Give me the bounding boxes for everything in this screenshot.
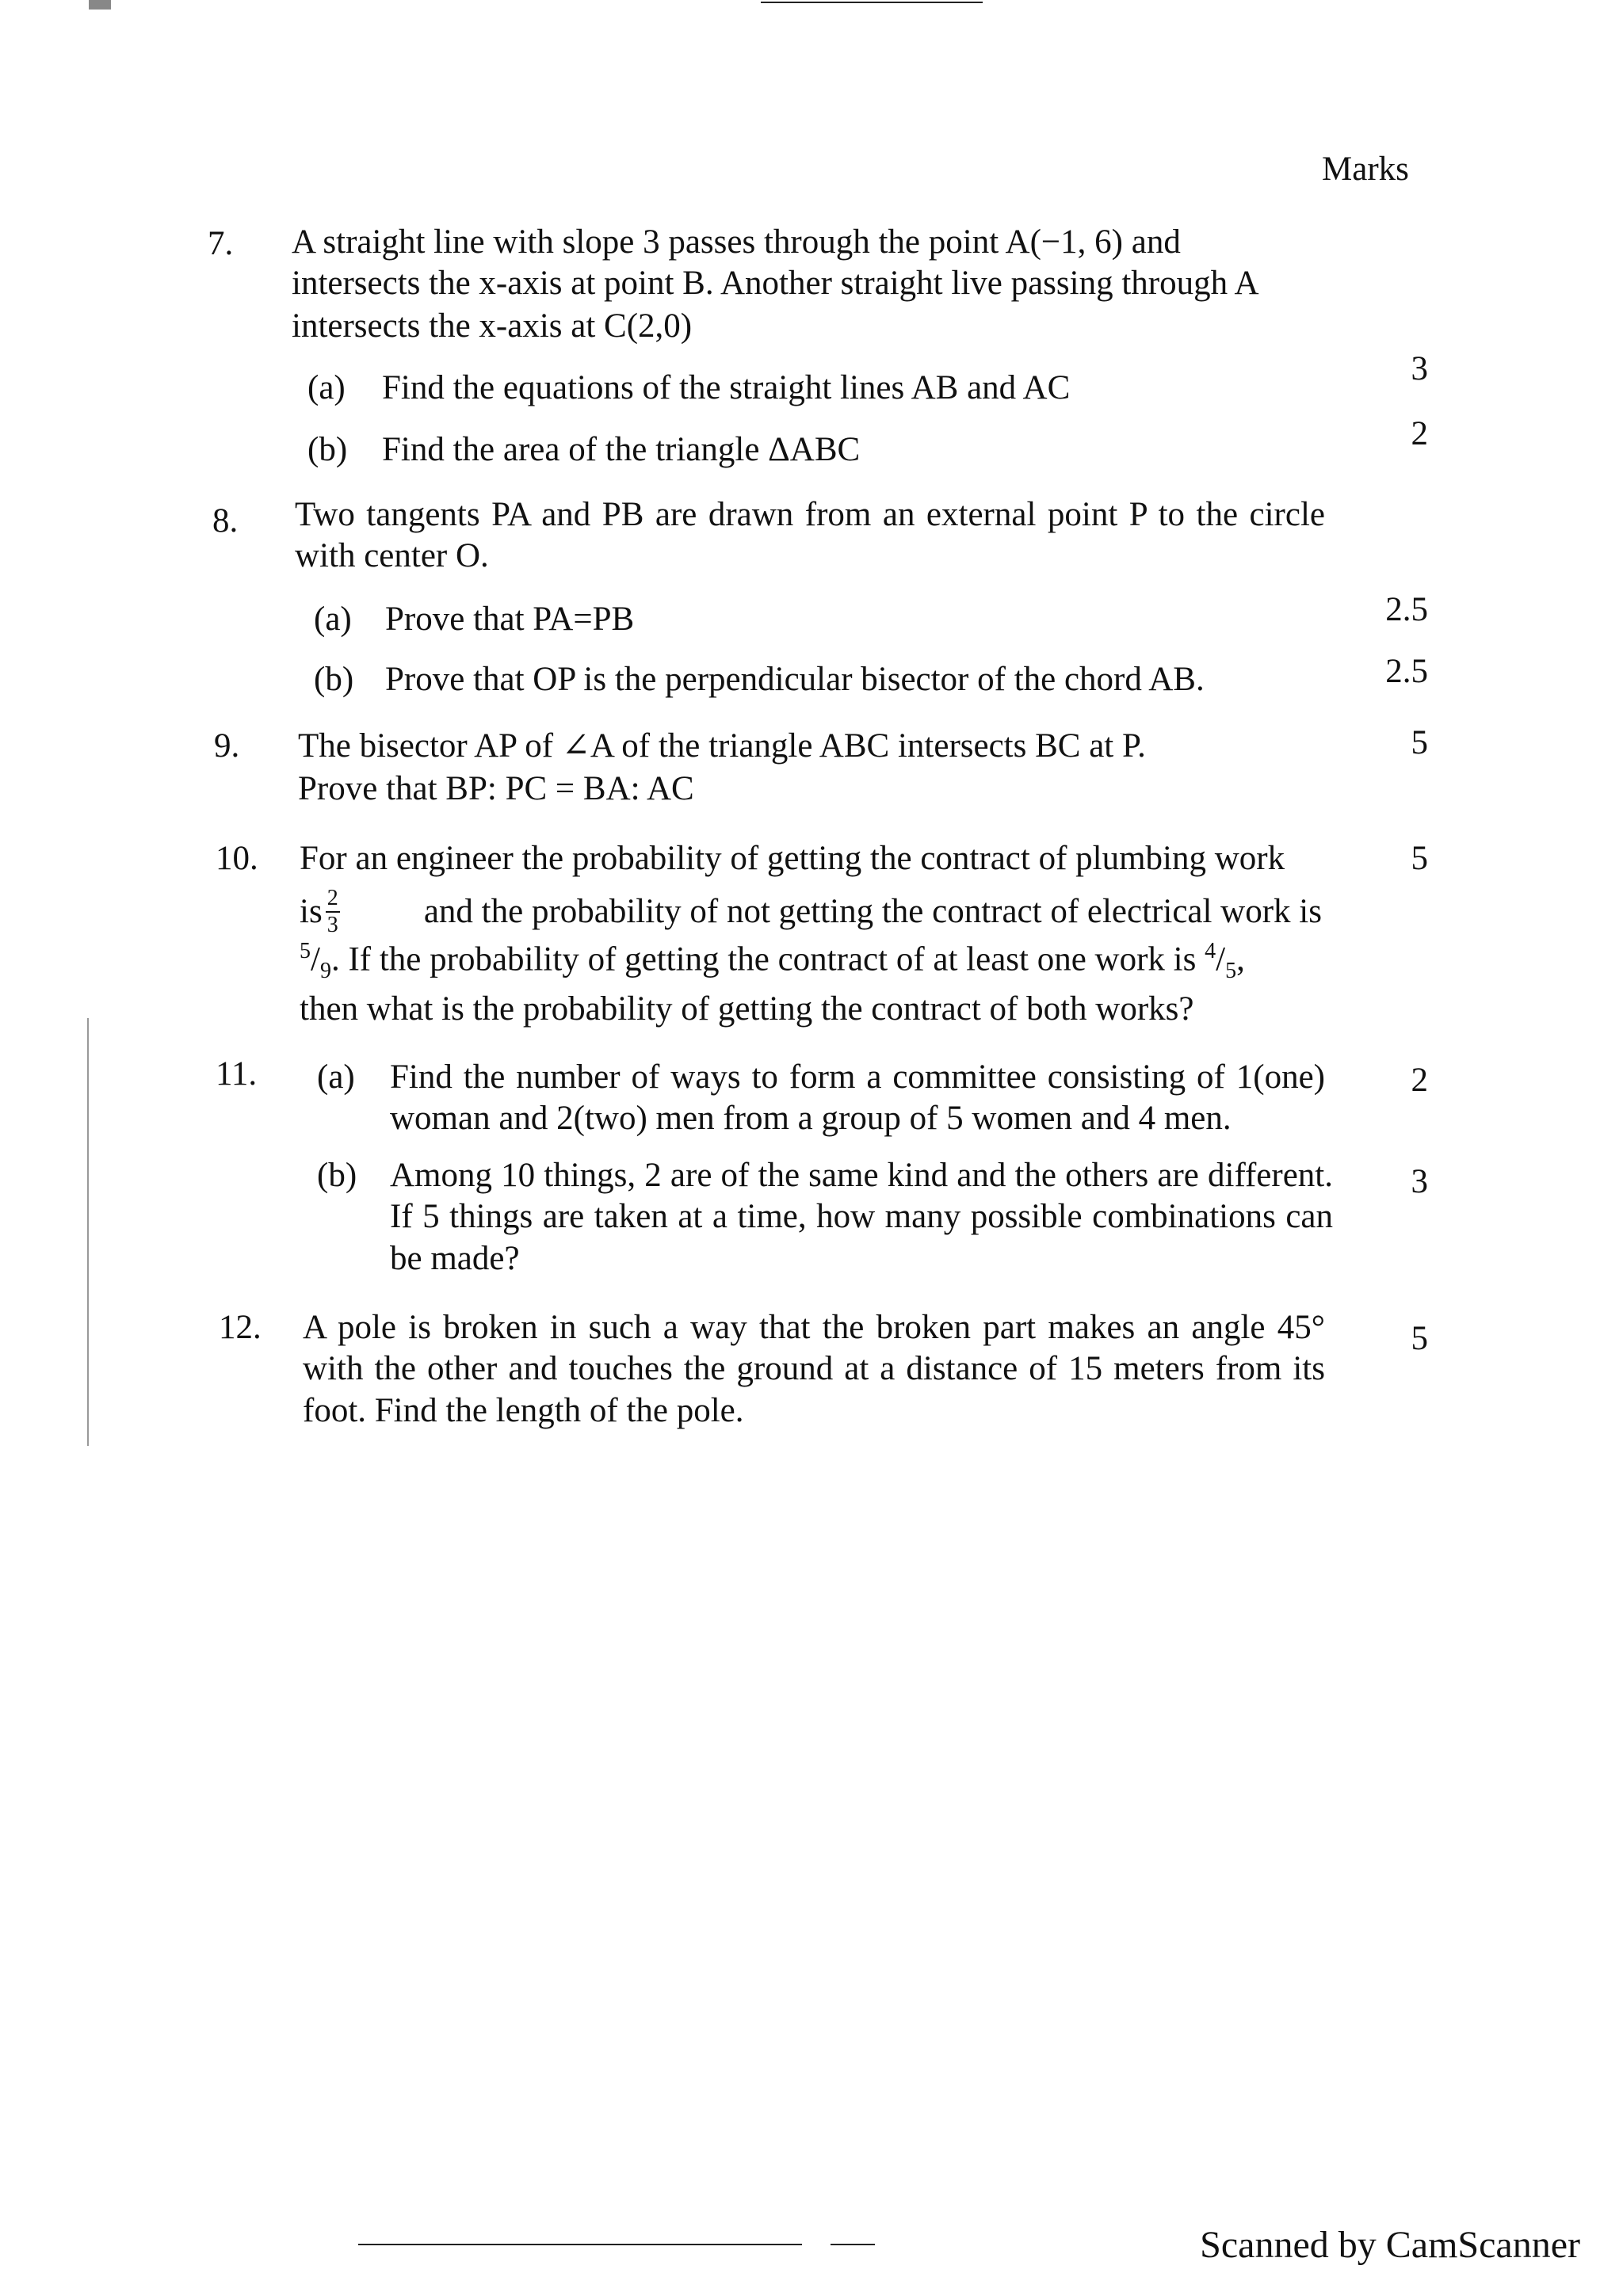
fraction-denominator: 3	[327, 913, 338, 937]
text-fragment: is	[300, 892, 323, 930]
question-text: Two tangents PA and PB are drawn from an external point P to the circle with center O.	[295, 496, 1325, 575]
question-text-line: intersects the x-axis at C(2,0)	[292, 307, 693, 345]
question-text-line	[300, 887, 1322, 936]
scanner-watermark: Scanned by CamScanner	[1200, 2224, 1580, 2267]
scan-corner-mark	[89, 0, 111, 10]
marks-value: 2	[1411, 415, 1428, 452]
question-number: 7.	[208, 225, 234, 262]
text-fragment: and the probability of not getting the contract of electrical work is	[423, 892, 1322, 930]
fraction-denominator: 9	[319, 958, 331, 983]
sub-text: Among 10 things, 2 are of the same kind and the others are different. If 5 things are taken at a time, how many possible combinations can be made?	[390, 1157, 1333, 1277]
fraction-denominator: 5	[1225, 958, 1237, 983]
sub-label: (b)	[314, 661, 354, 698]
question-text-line: The bisector AP of ∠A of the triangle ABC intersects BC at P.	[298, 727, 1146, 765]
marks-value: 5	[1411, 1320, 1428, 1357]
sub-label: (b)	[317, 1157, 357, 1194]
question-text: A pole is broken in such a way that the broken part makes an angle 45° with the other and touches the ground at a distance of 15 meters from its foot. Find the length of the pole.	[303, 1309, 1325, 1429]
scan-margin-line	[87, 1018, 89, 1446]
sub-text: Prove that OP is the perpendicular bisector of the chord AB.	[385, 661, 1205, 698]
scan-bottom-line-short	[831, 2244, 875, 2245]
scan-bottom-line	[358, 2244, 802, 2245]
sub-label: (a)	[314, 601, 352, 638]
text-fragment: ,	[1236, 940, 1245, 978]
question-text-line: For an engineer the probability of getting the contract of plumbing work	[300, 840, 1285, 877]
text-fragment: . If the probability of getting the contract of at least one work is	[330, 940, 1197, 978]
question-text-line: Prove that BP: PC = BA: AC	[298, 770, 694, 807]
sub-label: (b)	[307, 431, 348, 468]
fraction-numerator: 5	[300, 939, 311, 963]
sub-text: Find the number of ways to form a committee consisting of 1(one) woman and 2(two) men from a group of 5 women and 4 men.	[390, 1058, 1325, 1138]
question-number: 9.	[214, 727, 240, 765]
sub-text: Find the area of the triangle ΔABC	[382, 431, 861, 468]
question-number: 11.	[216, 1055, 258, 1093]
sub-label: (a)	[317, 1058, 355, 1096]
marks-value: 5	[1411, 840, 1428, 877]
marks-value: 3	[1411, 1163, 1428, 1200]
sub-label: (a)	[307, 369, 346, 406]
question-text-line: intersects the x-axis at point B. Another straight live passing through A	[292, 265, 1259, 302]
question-number: 8.	[212, 502, 239, 540]
question-text-line: $^5/_9$. If the probability of getting the contract of at least one work is $^4/_5$,	[300, 939, 1245, 983]
marks-value: 5	[1411, 724, 1428, 761]
fraction-numerator: 4	[1205, 939, 1216, 963]
scan-top-line	[761, 2, 983, 3]
marks-column-header: Marks	[1322, 151, 1409, 188]
question-number: 12.	[219, 1309, 262, 1346]
sub-text: Prove that PA=PB	[385, 601, 635, 638]
marks-value: 2	[1411, 1062, 1428, 1099]
fraction-two-thirds	[326, 887, 340, 936]
sub-text: Find the equations of the straight lines AB and AC	[382, 369, 1071, 406]
question-number: 10.	[216, 840, 258, 877]
question-text-line: A straight line with slope 3 passes through the point A(−1, 6) and	[292, 223, 1181, 261]
marks-value: 2.5	[1385, 653, 1428, 690]
marks-value: 2.5	[1385, 591, 1428, 628]
question-text-line: then what is the probability of getting the contract of both works?	[300, 990, 1194, 1028]
marks-value: 3	[1411, 350, 1428, 387]
fraction-numerator: 2	[327, 886, 338, 910]
